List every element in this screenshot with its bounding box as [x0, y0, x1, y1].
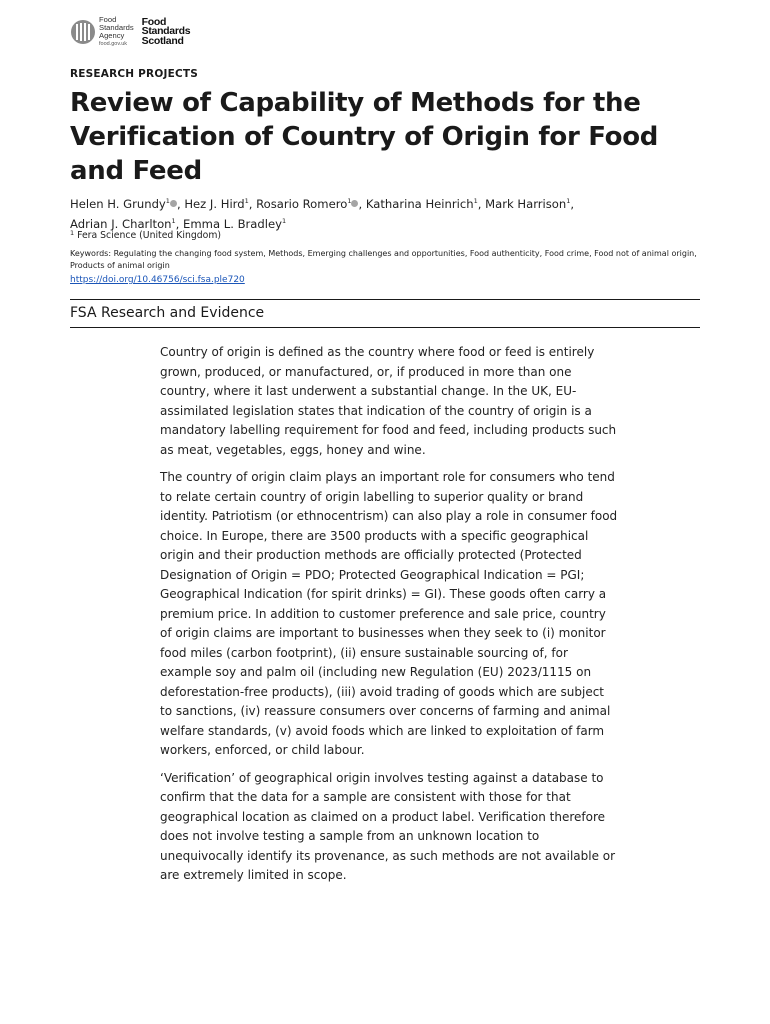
affiliation-marker: 1 [281, 217, 287, 225]
affiliation-marker: 1 [244, 197, 249, 205]
author-separator: , [477, 197, 486, 211]
fsa-logo [70, 16, 134, 48]
affiliation-marker: 1 [566, 197, 571, 205]
author-name: Helen H. Grundy [70, 197, 166, 211]
author-separator: , [358, 197, 366, 211]
author-name: Emma L. Bradley [183, 217, 282, 231]
affiliation-marker: 1 [171, 217, 176, 225]
affiliation-text: Fera Science (United Kingdom) [77, 230, 222, 241]
author [366, 197, 485, 211]
paragraph: ‘Verification’ of geographical origin involves testing against a database to confirm that the data for a sample are consistent with those for that geographical location as claimed on a product label. Verification therefore does not involve testing a sample from an unknown location to unequivocally identify its provenance, as such methods are not available or are extremely limited in scope. [160, 770, 616, 882]
paragraph: The country of origin claim plays an important role for consumers who tend to relate certain country of origin labelling to superior quality or brand identity. Patriotism (or ethnocentrism) can also play a role in consumer food choice. In Europe, there are 3500 products with a specific geographical origin and their production methods are officially protected (Protected Designation of Origin = PDO; Protected Geographical Indication = PGI; Geographical Indication (for spirit drinks) = GI). These goods often carry a premium price. In addition to customer preference and sale price, country of origin claims are important to businesses when they seek to (i) monitor food miles (carbon footprint), (ii) ensure sustainable sourcing of, for example soy and palm oil (including new Regulation (EU) 2023/1115 on deforestation-free products), (iii) avoid trading of goods which are subject to sanctions, (iv) reassure consumers over concerns of farming and animal welfare standards, (v) avoid foods which are linked to exploitation of farm workers, enforced, or child labour. [160, 470, 618, 757]
page-title: Review of Capability of Methods for the Verification of Country of Origin for Food and Feed [70, 88, 659, 186]
author-name: Adrian J. Charlton [70, 217, 172, 231]
author-separator: , [175, 217, 184, 231]
keywords: Keywords: Regulating the changing food system, Methods, Emerging challenges and opportunities, Food authenticity, Food crime, Food not of animal origin, Products of animal origin [70, 249, 697, 270]
author-separator: , [570, 197, 575, 211]
fsa-wordmark: Food Standards Agency food.gov.uk [99, 15, 134, 47]
author-name: Mark Harrison [485, 197, 567, 211]
section-heading: FSA Research and Evidence [70, 305, 265, 321]
author [485, 197, 574, 211]
author-name: Rosario Romero [256, 197, 348, 211]
affiliation [70, 229, 221, 241]
body-text [160, 343, 618, 894]
author [256, 197, 366, 211]
orcid-icon[interactable] [170, 200, 177, 207]
author-name: Katharina Heinrich [365, 197, 474, 211]
paragraph: Country of origin is defined as the country where food or feed is entirely grown, produced, or manufactured, or, if produced in more than one country, where it last underwent a substantial change. In the UK, EU-assimilated legislation states that indication of the country of origin is a mandatory labelling requirement for food and feed, including products such as meat, vegetables, eggs, honey and wine. [160, 345, 617, 457]
affiliation-marker: 1 [347, 197, 352, 205]
affiliation-marker: 1 [70, 229, 75, 237]
author-name: Hez J. Hird [184, 197, 245, 211]
doi-link[interactable]: https://doi.org/10.46756/sci.fsa.ple720 [70, 275, 245, 285]
author-separator: , [176, 197, 185, 211]
fsa-emblem-icon [70, 19, 96, 45]
section-divider-bottom [70, 327, 700, 328]
header-logos [70, 15, 190, 49]
fss-logo: Food Standards Scotland [141, 15, 191, 47]
affiliation-marker: 1 [473, 197, 478, 205]
author [70, 197, 184, 211]
section-label: RESEARCH PROJECTS [70, 68, 198, 80]
author-list [70, 193, 710, 233]
author [184, 197, 256, 211]
section-divider-top [70, 299, 700, 300]
affiliation-marker: 1 [165, 197, 170, 205]
author-separator: , [248, 197, 257, 211]
